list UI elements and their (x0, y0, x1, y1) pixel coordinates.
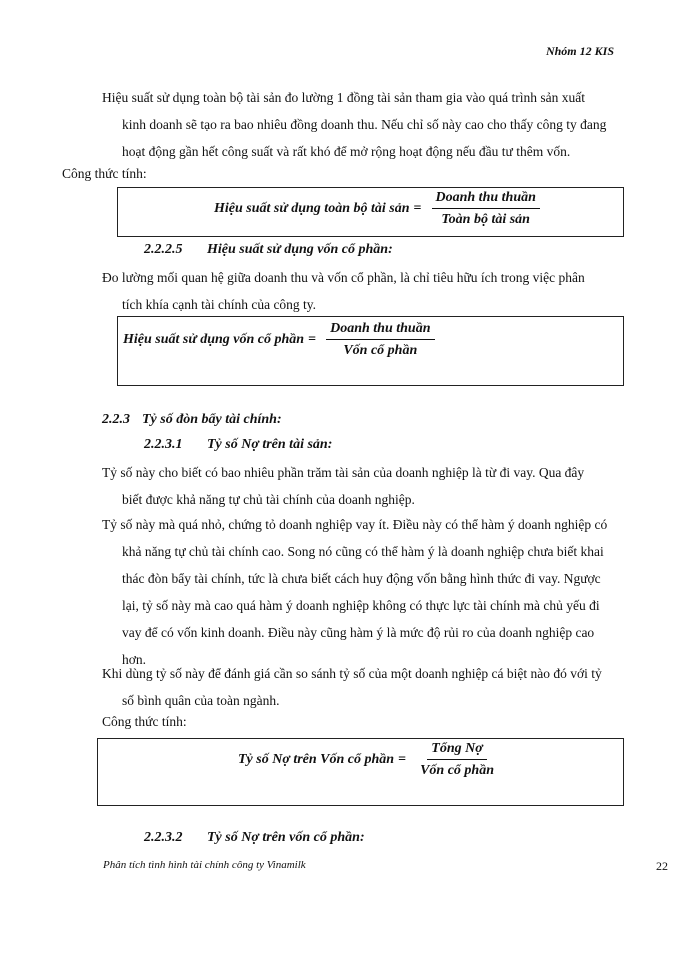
fraction (416, 741, 498, 779)
heading-title: Tỷ số đòn bẩy tài chính: (142, 412, 282, 427)
line: hơn. (122, 652, 147, 667)
formula-box-asset-turnover (117, 187, 624, 237)
paragraph-debt-ratio-compare (102, 660, 627, 714)
equals-sign: = (308, 332, 317, 347)
heading-number: 2.2.3.2 (144, 830, 183, 845)
formula-box-equity-turnover (117, 316, 624, 386)
heading-title: Tỷ số Nợ trên tài sản: (207, 437, 333, 452)
line: kinh doanh sẽ tạo ra bao nhiêu đồng doanh thu. Nếu chỉ số này cao cho thấy công ty đang (122, 117, 607, 132)
heading-2-2-3-1 (144, 437, 332, 453)
page-number: 22 (656, 859, 668, 873)
line: Tỷ số này cho biết có bao nhiêu phần trăm tài sản của doanh nghiệp là từ đi vay. Qua đây (102, 465, 585, 480)
equals-sign: = (413, 201, 422, 216)
paragraph-equity-turnover (102, 264, 622, 318)
equals-sign: = (398, 752, 407, 767)
line: thác đòn bẩy tài chính, tức là chưa biết cách huy động vốn bằng hình thức đi vay. Ngược (122, 571, 601, 586)
formula-box-debt-to-equity (97, 738, 624, 806)
formula-lhs: Hiệu suất sử dụng toàn bộ tài sản (214, 201, 410, 216)
paragraph-debt-ratio-meaning (102, 511, 627, 673)
line: hoạt động gần hết công suất và rất khó để mở rộng hoạt động nếu đầu tư thêm vốn. (122, 144, 571, 159)
heading-2-2-3 (102, 412, 282, 428)
heading-number: 2.2.3 (102, 412, 130, 427)
heading-2-2-3-2 (144, 830, 365, 846)
denominator: Vốn cổ phần (420, 763, 494, 778)
heading-number: 2.2.2.5 (144, 242, 183, 257)
line: Tỷ số này mà quá nhỏ, chứng tỏ doanh nghiệp vay ít. Điều này có thể hàm ý doanh nghiệp có (102, 517, 608, 532)
formula-asset-turnover (214, 190, 540, 228)
fraction (326, 321, 434, 359)
denominator: Vốn cổ phần (343, 343, 418, 358)
formula-lhs: Tỷ số Nợ trên Vốn cổ phần (238, 752, 395, 767)
heading-2-2-2-5 (144, 242, 393, 258)
formula-equity-turnover (123, 321, 435, 359)
line: tích khía cạnh tài chính của công ty. (122, 297, 317, 312)
line: Đo lường mối quan hệ giữa doanh thu và vốn cổ phần, là chỉ tiêu hữu ích trong việc phân (102, 270, 585, 285)
line: số bình quân của toàn ngành. (122, 693, 280, 708)
paragraph-asset-turnover (102, 84, 622, 165)
line: Hiệu suất sử dụng toàn bộ tài sản đo lường 1 đồng tài sản tham gia vào quá trình sản xuất (102, 90, 585, 105)
numerator: Doanh thu thuần (432, 190, 540, 209)
formula-label: Công thức tính: (102, 714, 187, 729)
fraction (432, 190, 540, 228)
formula-lhs: Hiệu suất sử dụng vốn cổ phần (123, 332, 305, 347)
denominator: Toàn bộ tài sản (441, 212, 530, 227)
heading-number: 2.2.3.1 (144, 437, 183, 452)
heading-title: Hiệu suất sử dụng vốn cổ phần: (207, 242, 393, 257)
page-header-group: Nhóm 12 KIS (545, 44, 614, 58)
line: vay để có vốn kinh doanh. Điều này cũng hàm ý là mức độ rủi ro của doanh nghiệp cao (122, 625, 595, 640)
formula-debt-to-equity (238, 741, 498, 779)
formula-label: Công thức tính: (62, 166, 147, 181)
numerator: Tổng Nợ (427, 741, 486, 760)
line: khả năng tự chủ tài chính cao. Song nó cũng có thể hàm ý là doanh nghiệp chưa biết khai (122, 544, 604, 559)
line: Khi dùng tỷ số này để đánh giá cần so sánh tỷ số của một doanh nghiệp cá biệt nào đó với tỷ (102, 666, 602, 681)
heading-title: Tỷ số Nợ trên vốn cổ phần: (207, 830, 365, 845)
numerator: Doanh thu thuần (326, 321, 434, 340)
line: biết được khả năng tự chủ tài chính của doanh nghiệp. (122, 492, 415, 507)
line: lại, tỷ số này mà cao quá hàm ý doanh nghiệp không có thực lực tài chính mà chủ yếu đi (122, 598, 600, 613)
footer-title: Phân tích tình hình tài chính công ty Vinamilk (103, 859, 306, 871)
paragraph-debt-ratio-intro (102, 459, 627, 513)
